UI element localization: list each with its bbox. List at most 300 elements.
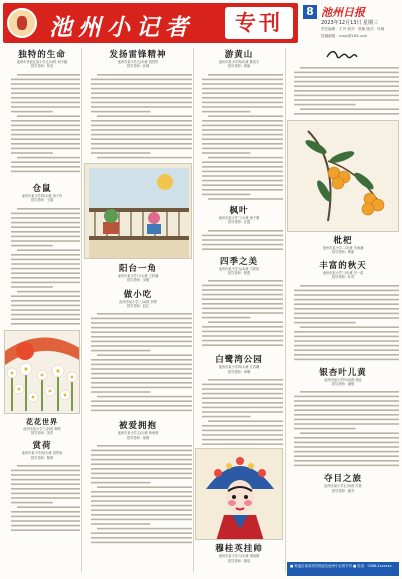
text-line bbox=[11, 92, 80, 94]
text-line bbox=[91, 111, 150, 113]
text-line bbox=[294, 424, 399, 426]
text-line bbox=[11, 143, 80, 145]
text-line bbox=[91, 364, 192, 366]
text-line bbox=[202, 101, 283, 103]
text-line bbox=[97, 74, 192, 76]
balcony-painting bbox=[84, 163, 192, 259]
text-line bbox=[208, 322, 283, 324]
article bbox=[195, 353, 283, 445]
text-line bbox=[202, 111, 250, 113]
text-line bbox=[11, 235, 80, 237]
masthead bbox=[3, 3, 399, 43]
text-line bbox=[91, 129, 192, 131]
article bbox=[195, 48, 283, 200]
text-line bbox=[300, 108, 399, 110]
text-line bbox=[294, 349, 399, 351]
text-line bbox=[294, 414, 399, 416]
text-line bbox=[294, 331, 399, 333]
text-line bbox=[11, 267, 80, 269]
text-line bbox=[300, 67, 399, 69]
text-line bbox=[294, 72, 399, 74]
text-line bbox=[202, 434, 283, 436]
text-line bbox=[91, 454, 192, 456]
article-teacher: 指导老师：吴敏 bbox=[126, 278, 150, 283]
text-line bbox=[91, 450, 192, 452]
text-line bbox=[91, 124, 192, 126]
article-teacher: 指导老师：刘芳 bbox=[30, 431, 54, 436]
article-body bbox=[287, 65, 399, 117]
text-line bbox=[11, 497, 80, 499]
text-line bbox=[294, 401, 399, 403]
column-1 bbox=[4, 48, 80, 574]
article-byline: 池州市某小学五(4)班 方欣怡 bbox=[218, 266, 260, 271]
text-line bbox=[91, 542, 192, 544]
column-4 bbox=[287, 48, 399, 574]
text-line bbox=[11, 502, 53, 504]
text-line bbox=[11, 511, 80, 513]
article-title: 发扬雷锋精神 bbox=[109, 50, 167, 60]
text-line bbox=[294, 396, 399, 398]
text-line bbox=[202, 184, 283, 186]
body-text-lines bbox=[91, 311, 192, 415]
body-text-lines bbox=[202, 72, 283, 200]
paper-email: 投稿邮箱：czxjz@163.com bbox=[321, 34, 368, 38]
text-line bbox=[17, 74, 80, 76]
article-byline: 池州市某小学三(5)班 吕一诺 bbox=[322, 270, 364, 275]
text-line bbox=[91, 378, 192, 380]
text-line bbox=[294, 340, 399, 342]
text-line bbox=[91, 514, 192, 516]
article-teacher: 指导老师：张英 bbox=[30, 64, 54, 69]
text-line bbox=[294, 465, 399, 467]
article-byline: 池州市某小学五(3)班 钱思彤 bbox=[117, 60, 159, 64]
text-line bbox=[11, 516, 80, 518]
text-line bbox=[11, 309, 80, 311]
text-line bbox=[17, 115, 80, 117]
article-teacher: 指导老师：姚瑶 bbox=[227, 558, 251, 563]
article bbox=[84, 288, 192, 416]
text-line bbox=[202, 425, 283, 427]
article-body bbox=[84, 311, 192, 415]
text-line bbox=[202, 290, 283, 292]
text-line bbox=[208, 74, 283, 76]
article-teacher: 指导老师：黄丽 bbox=[227, 64, 251, 69]
text-line bbox=[11, 231, 80, 233]
text-line bbox=[294, 85, 399, 87]
text-line bbox=[294, 410, 399, 412]
article-body bbox=[4, 206, 80, 326]
text-line bbox=[11, 313, 80, 315]
text-line bbox=[91, 533, 192, 535]
article-title: 仓鼠 bbox=[32, 183, 52, 194]
text-line bbox=[11, 101, 80, 103]
text-line bbox=[202, 180, 283, 182]
text-line bbox=[91, 482, 150, 484]
article bbox=[84, 419, 192, 547]
text-line bbox=[97, 355, 192, 357]
text-line bbox=[11, 530, 80, 532]
article-byline: 池州市某小学二(3)班 朱雨涵 bbox=[322, 246, 364, 250]
article-title: 银杏叶儿黄 bbox=[319, 367, 367, 378]
text-line bbox=[97, 157, 192, 159]
article-byline: 池州市某小学四(3)班 刘子轩 bbox=[21, 193, 63, 198]
text-line bbox=[202, 444, 283, 446]
text-line bbox=[91, 350, 150, 352]
text-line bbox=[11, 244, 53, 246]
article-title-calligraphy bbox=[287, 48, 399, 63]
text-line bbox=[91, 459, 192, 461]
body-text-lines bbox=[11, 206, 80, 326]
text-line bbox=[11, 286, 53, 288]
article-body bbox=[195, 228, 283, 252]
text-line bbox=[91, 373, 192, 375]
text-line bbox=[202, 248, 283, 250]
text-line bbox=[11, 295, 80, 297]
text-line bbox=[11, 161, 80, 163]
text-line bbox=[202, 97, 283, 99]
text-line bbox=[202, 308, 283, 310]
article-teacher: 指导老师：王娟 bbox=[30, 198, 54, 203]
flower-painting-image bbox=[5, 331, 80, 414]
text-line bbox=[202, 313, 283, 315]
article-teacher: 指导老师：程燕 bbox=[227, 271, 251, 276]
article-body bbox=[195, 377, 283, 445]
text-line bbox=[91, 401, 192, 403]
text-line bbox=[202, 398, 283, 400]
text-line bbox=[91, 519, 192, 521]
text-line bbox=[17, 249, 80, 251]
text-line bbox=[294, 308, 399, 310]
text-line bbox=[202, 239, 283, 241]
text-line bbox=[202, 78, 283, 80]
special-edition-label: 专刊 bbox=[225, 7, 293, 39]
column-divider bbox=[285, 48, 286, 572]
text-line bbox=[97, 445, 192, 447]
article bbox=[4, 48, 80, 176]
text-line bbox=[11, 88, 80, 90]
article-title: 游黄山 bbox=[224, 50, 254, 60]
article-title: 独特的生命 bbox=[18, 50, 66, 60]
text-line bbox=[91, 510, 192, 512]
article-teacher: 指导老师：陈莉 bbox=[30, 455, 54, 460]
text-line bbox=[91, 143, 192, 145]
text-line bbox=[91, 120, 192, 122]
body-text-lines bbox=[202, 228, 283, 252]
article-byline: 池州市某小学五(5)班 苏晨 bbox=[324, 484, 362, 489]
article-title: 枫叶 bbox=[229, 205, 249, 216]
page-number: 8 bbox=[303, 5, 317, 19]
article bbox=[195, 204, 283, 252]
text-line bbox=[202, 88, 283, 90]
text-line bbox=[294, 460, 399, 462]
text-line bbox=[202, 143, 283, 145]
article bbox=[4, 182, 80, 326]
text-line bbox=[294, 447, 399, 449]
text-line bbox=[11, 111, 53, 113]
article-byline: 池州市贵池区某小学五(1)班 何小涵 bbox=[16, 60, 68, 64]
text-line bbox=[91, 405, 192, 407]
text-line bbox=[11, 281, 80, 283]
text-line bbox=[11, 240, 80, 242]
text-line bbox=[91, 346, 192, 348]
text-line bbox=[294, 303, 399, 305]
text-line bbox=[17, 507, 80, 509]
text-line bbox=[91, 491, 192, 493]
text-line bbox=[11, 83, 80, 85]
column-2 bbox=[84, 48, 192, 574]
text-line bbox=[202, 407, 283, 409]
text-line bbox=[300, 391, 399, 393]
text-line bbox=[202, 411, 283, 413]
body-text-lines bbox=[202, 377, 283, 445]
reporter-mascot-icon bbox=[7, 8, 37, 38]
article bbox=[84, 262, 192, 283]
text-line bbox=[202, 340, 283, 342]
text-line bbox=[202, 124, 283, 126]
text-line bbox=[294, 354, 399, 356]
masthead-info bbox=[303, 3, 399, 43]
text-line bbox=[208, 379, 283, 381]
article-body bbox=[287, 389, 399, 469]
body-text-lines bbox=[11, 463, 80, 533]
flower-painting bbox=[4, 330, 80, 414]
body-text-lines bbox=[91, 72, 192, 160]
text-line bbox=[97, 115, 192, 117]
text-line bbox=[202, 336, 283, 338]
article-byline: 池州市某小学四(1)班 江若曦 bbox=[218, 365, 260, 370]
calligraphy-title-image bbox=[287, 48, 399, 60]
article-byline: 池州市某小学四(2)班 周思雨 bbox=[21, 451, 63, 456]
text-line bbox=[202, 152, 250, 154]
article-teacher: 指导老师：赵红 bbox=[126, 304, 150, 309]
article bbox=[287, 48, 399, 117]
article-title: 白鹭湾公园 bbox=[215, 355, 263, 366]
text-line bbox=[11, 170, 80, 172]
text-line bbox=[294, 428, 356, 430]
article-teacher: 指导老师：潘敏 bbox=[331, 382, 355, 387]
text-line bbox=[202, 83, 283, 85]
body-text-lines bbox=[294, 65, 399, 117]
article-teacher: 指导老师：谢芳 bbox=[331, 488, 355, 493]
text-line bbox=[97, 528, 192, 530]
article-title: 四季之美 bbox=[219, 256, 258, 267]
text-line bbox=[294, 81, 399, 83]
text-line bbox=[11, 474, 80, 476]
article-byline: 池州市某小学三(2)班 韩婷 bbox=[23, 426, 61, 431]
text-line bbox=[91, 382, 192, 384]
text-line bbox=[294, 456, 399, 458]
article-title: 枇杷 bbox=[333, 236, 353, 246]
article-body bbox=[84, 443, 192, 547]
text-line bbox=[300, 326, 399, 328]
text-line bbox=[91, 473, 192, 475]
text-line bbox=[91, 152, 150, 154]
text-line bbox=[91, 336, 192, 338]
text-line bbox=[11, 212, 80, 214]
article-teacher: 指导老师：叶青 bbox=[331, 275, 355, 280]
text-line bbox=[97, 487, 192, 489]
text-line bbox=[202, 402, 283, 404]
article bbox=[4, 417, 80, 436]
text-line bbox=[11, 470, 80, 472]
text-line bbox=[11, 147, 80, 149]
text-line bbox=[91, 392, 150, 394]
article-body bbox=[287, 283, 399, 363]
text-line bbox=[91, 410, 192, 412]
footer-sponsor-banner: ■ 贵池区某培训学校冠名池州小记者专刊 ■ 电话：0566-2xxxxxx bbox=[287, 562, 399, 576]
text-line bbox=[91, 88, 192, 90]
text-line bbox=[17, 465, 80, 467]
text-line bbox=[91, 83, 192, 85]
text-line bbox=[11, 484, 80, 486]
text-line bbox=[294, 312, 399, 314]
text-line bbox=[202, 294, 283, 296]
article-title: 花花世界 bbox=[26, 416, 58, 426]
text-line bbox=[11, 217, 80, 219]
text-line bbox=[202, 326, 283, 328]
text-line bbox=[202, 331, 283, 333]
text-line bbox=[202, 234, 283, 236]
column-divider bbox=[193, 48, 194, 572]
text-line bbox=[294, 113, 399, 115]
article-byline: 池州市某小学三(1)班 徐子墨 bbox=[218, 215, 260, 220]
text-line bbox=[91, 147, 192, 149]
masthead-banner bbox=[3, 3, 298, 43]
text-line bbox=[11, 300, 80, 302]
article-byline: 池州市某小学四(4)班 施佳 bbox=[324, 377, 362, 382]
article-teacher: 指导老师：章琳 bbox=[227, 369, 251, 374]
article-title: 做小吃 bbox=[123, 289, 153, 300]
text-line bbox=[294, 335, 399, 337]
text-line bbox=[97, 396, 192, 398]
article-title: 丰富的秋天 bbox=[319, 260, 367, 271]
body-text-lines bbox=[91, 443, 192, 547]
text-line bbox=[91, 332, 192, 334]
article-byline: 池州市某小学六(3)班 胡雨桐 bbox=[218, 554, 260, 559]
text-line bbox=[294, 76, 399, 78]
text-line bbox=[11, 323, 80, 325]
text-line bbox=[11, 97, 80, 99]
text-line bbox=[294, 442, 399, 444]
text-line bbox=[208, 157, 283, 159]
text-line bbox=[202, 166, 283, 168]
text-line bbox=[11, 304, 80, 306]
text-line bbox=[208, 198, 283, 200]
text-line bbox=[11, 263, 80, 265]
article-title: 夺目之旅 bbox=[323, 474, 362, 485]
article-teacher: 指导老师：徐静 bbox=[126, 435, 150, 440]
article-byline: 池州市某小学四(5)班 陈浩宇 bbox=[218, 60, 260, 64]
article bbox=[287, 234, 399, 255]
text-line bbox=[11, 226, 80, 228]
text-line bbox=[294, 437, 399, 439]
body-text-lines bbox=[11, 72, 80, 176]
text-line bbox=[91, 523, 150, 525]
text-line bbox=[202, 120, 283, 122]
text-line bbox=[208, 280, 283, 282]
text-line bbox=[11, 138, 80, 140]
text-line bbox=[202, 193, 250, 195]
text-line bbox=[91, 500, 192, 502]
opera-painting-image bbox=[196, 449, 283, 540]
text-line bbox=[91, 464, 192, 466]
article-title: 阳台一角 bbox=[118, 263, 157, 274]
text-line bbox=[11, 493, 80, 495]
loquat-painting-image bbox=[288, 121, 399, 232]
article bbox=[287, 472, 399, 493]
text-line bbox=[294, 419, 399, 421]
text-line bbox=[208, 115, 283, 117]
text-line bbox=[208, 230, 283, 232]
text-line bbox=[91, 318, 192, 320]
text-line bbox=[11, 258, 80, 260]
text-line bbox=[91, 496, 192, 498]
text-line bbox=[202, 317, 250, 319]
text-line bbox=[294, 95, 399, 97]
text-line bbox=[91, 341, 192, 343]
text-line bbox=[91, 359, 192, 361]
masthead-title: 池州小记者 bbox=[49, 14, 194, 41]
text-line bbox=[11, 129, 80, 131]
text-line bbox=[202, 243, 283, 245]
text-line bbox=[91, 92, 192, 94]
text-line bbox=[294, 99, 399, 101]
text-line bbox=[11, 134, 80, 136]
text-line bbox=[202, 384, 283, 386]
text-line bbox=[294, 104, 356, 106]
text-line bbox=[91, 323, 192, 325]
text-line bbox=[300, 285, 399, 287]
text-line bbox=[294, 289, 399, 291]
text-line bbox=[208, 421, 283, 423]
text-line bbox=[11, 488, 80, 490]
text-line bbox=[11, 318, 80, 320]
text-line bbox=[202, 138, 283, 140]
article-body bbox=[195, 278, 283, 350]
text-line bbox=[17, 208, 80, 210]
text-line bbox=[11, 120, 80, 122]
article bbox=[4, 439, 80, 533]
article-byline: 池州市某小学六(1)班 王梓涵 bbox=[117, 273, 159, 278]
text-line bbox=[91, 477, 192, 479]
article-byline: 池州市某小学三(4)班 李想 bbox=[119, 299, 157, 304]
text-line bbox=[202, 439, 283, 441]
column-divider bbox=[81, 48, 82, 572]
text-line bbox=[294, 321, 356, 323]
article-body bbox=[195, 72, 283, 200]
text-line bbox=[91, 369, 192, 371]
text-line bbox=[294, 451, 399, 453]
text-line bbox=[11, 520, 80, 522]
article bbox=[287, 259, 399, 363]
body-text-lines bbox=[202, 278, 283, 350]
text-line bbox=[91, 537, 192, 539]
text-line bbox=[202, 161, 283, 163]
text-line bbox=[17, 157, 80, 159]
article-teacher: 指导老师：汪霞 bbox=[227, 220, 251, 225]
text-line bbox=[294, 317, 399, 319]
paper-name: 池州日报 bbox=[321, 6, 365, 19]
text-line bbox=[202, 345, 283, 347]
opera-painting bbox=[195, 448, 283, 540]
text-line bbox=[202, 147, 283, 149]
text-line bbox=[91, 387, 192, 389]
article bbox=[195, 255, 283, 351]
text-line bbox=[294, 344, 399, 346]
text-line bbox=[91, 138, 192, 140]
body-text-lines bbox=[294, 389, 399, 469]
text-line bbox=[11, 221, 80, 223]
